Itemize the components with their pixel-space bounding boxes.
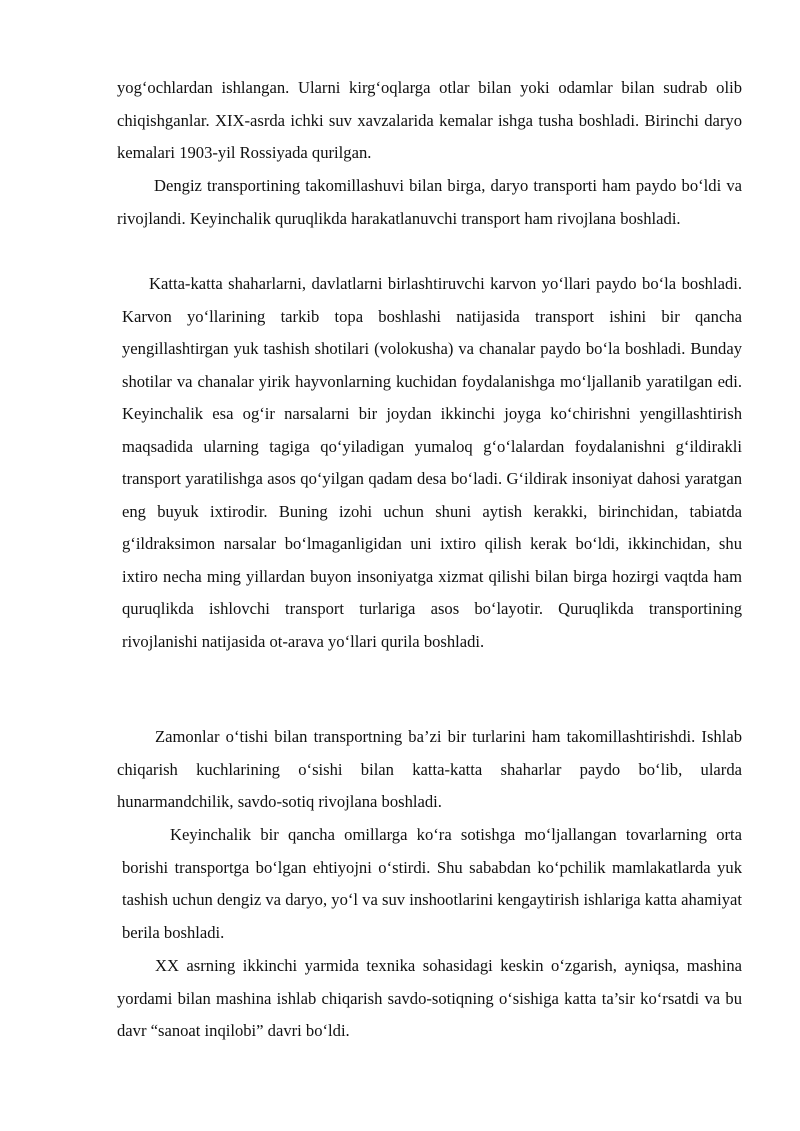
paragraph-sea-transport: Dengiz transportining takomillashuvi bilan birga, daryo transporti ham paydo bo‘ldi va rivojlandi. Keyinchalik quruqlikda harakatlanuvchi transport ham rivojlana boshladi. xyxy=(117,176,742,228)
paragraph-river-boats: yog‘ochlardan ishlangan. Ularni kirg‘oqlarga otlar bilan yoki odamlar bilan sudrab olib chiqishganlar. XIX-asrda ichki suv xavzalarida kemalar ishga tusha boshladi. Birinchi daryo kemalari 1903-yil Rossiyada qurilgan. xyxy=(117,78,742,162)
paragraph-improvement: Zamonlar o‘tishi bilan transportning ba’zi bir turlarini ham takomillashtirishdi. Ishlab chiqarish kuchlarining o‘sishi bilan katta-katta shaharlar paydo bo‘lib, ularda hunarmandchilik, savdo-sotiq rivojlana boshladi. xyxy=(117,727,742,811)
paragraph-industrial-revolution: XX asrning ikkinchi yarmida texnika sohasidagi keskin o‘zgarish, ayniqsa, mashina yordami bilan mashina ishlab chiqarish savdo-sotiqning o‘sishiga katta ta’sir ko‘rsatdi va bu davr “sanoat inqilobi” davri bo‘ldi. xyxy=(117,956,742,1040)
paragraph-goods-demand: Keyinchalik bir qancha omillarga ko‘ra sotishga mo‘ljallangan tovarlarning orta borishi transportga bo‘lgan ehtiyojni o‘stirdi. Shu sababdan ko‘pchilik mamlakatlarda yuk tashish uchun dengiz va daryo, yo‘l va suv inshootlarini kengaytirish ishlariga katta ahamiyat berila boshladi. xyxy=(122,825,742,942)
paragraph-caravan-routes: Katta-katta shaharlarni, davlatlarni birlashtiruvchi karvon yo‘llari paydo bo‘la boshladi. Karvon yo‘llarining tarkib topa boshlashi natijasida transport ishini bir qancha yengillashtirgan yuk tashish shotilari (volokusha) va chanalar paydo bo‘la boshladi. Bunday shotilar va chanalar yirik hayvonlarning kuchidan foydalanishga mo‘ljallanib yaratilgan edi. Keyinchalik esa og‘ir narsalarni bir joydan ikkinchi joyga ko‘chirishni yengillashtirish maqsadida ularning tagiga qo‘yiladigan yumaloq g‘o‘lalardan foydalanishni g‘ildirakli transport yaratilishga asos qo‘yilgan qadam desa bo‘ladi. G‘ildirak insoniyat dahosi yaratgan eng buyuk ixtirodir. Buning izohi uchun shuni aytish kerakki, birinchidan, tabiatda g‘ildraksimon narsalar bo‘lmaganligidan uni ixtiro qilish kerak bo‘ldi, ikkinchidan, shu ixtiro necha ming yillardan buyon insoniyatga xizmat qilishi bilan birga hozirgi vaqtda ham quruqlikda ishlovchi transport turlariga asos bo‘layotir. Quruqlikda transportining rivojlanishi natijasida ot-arava yo‘llari qurila boshladi. xyxy=(122,274,742,651)
